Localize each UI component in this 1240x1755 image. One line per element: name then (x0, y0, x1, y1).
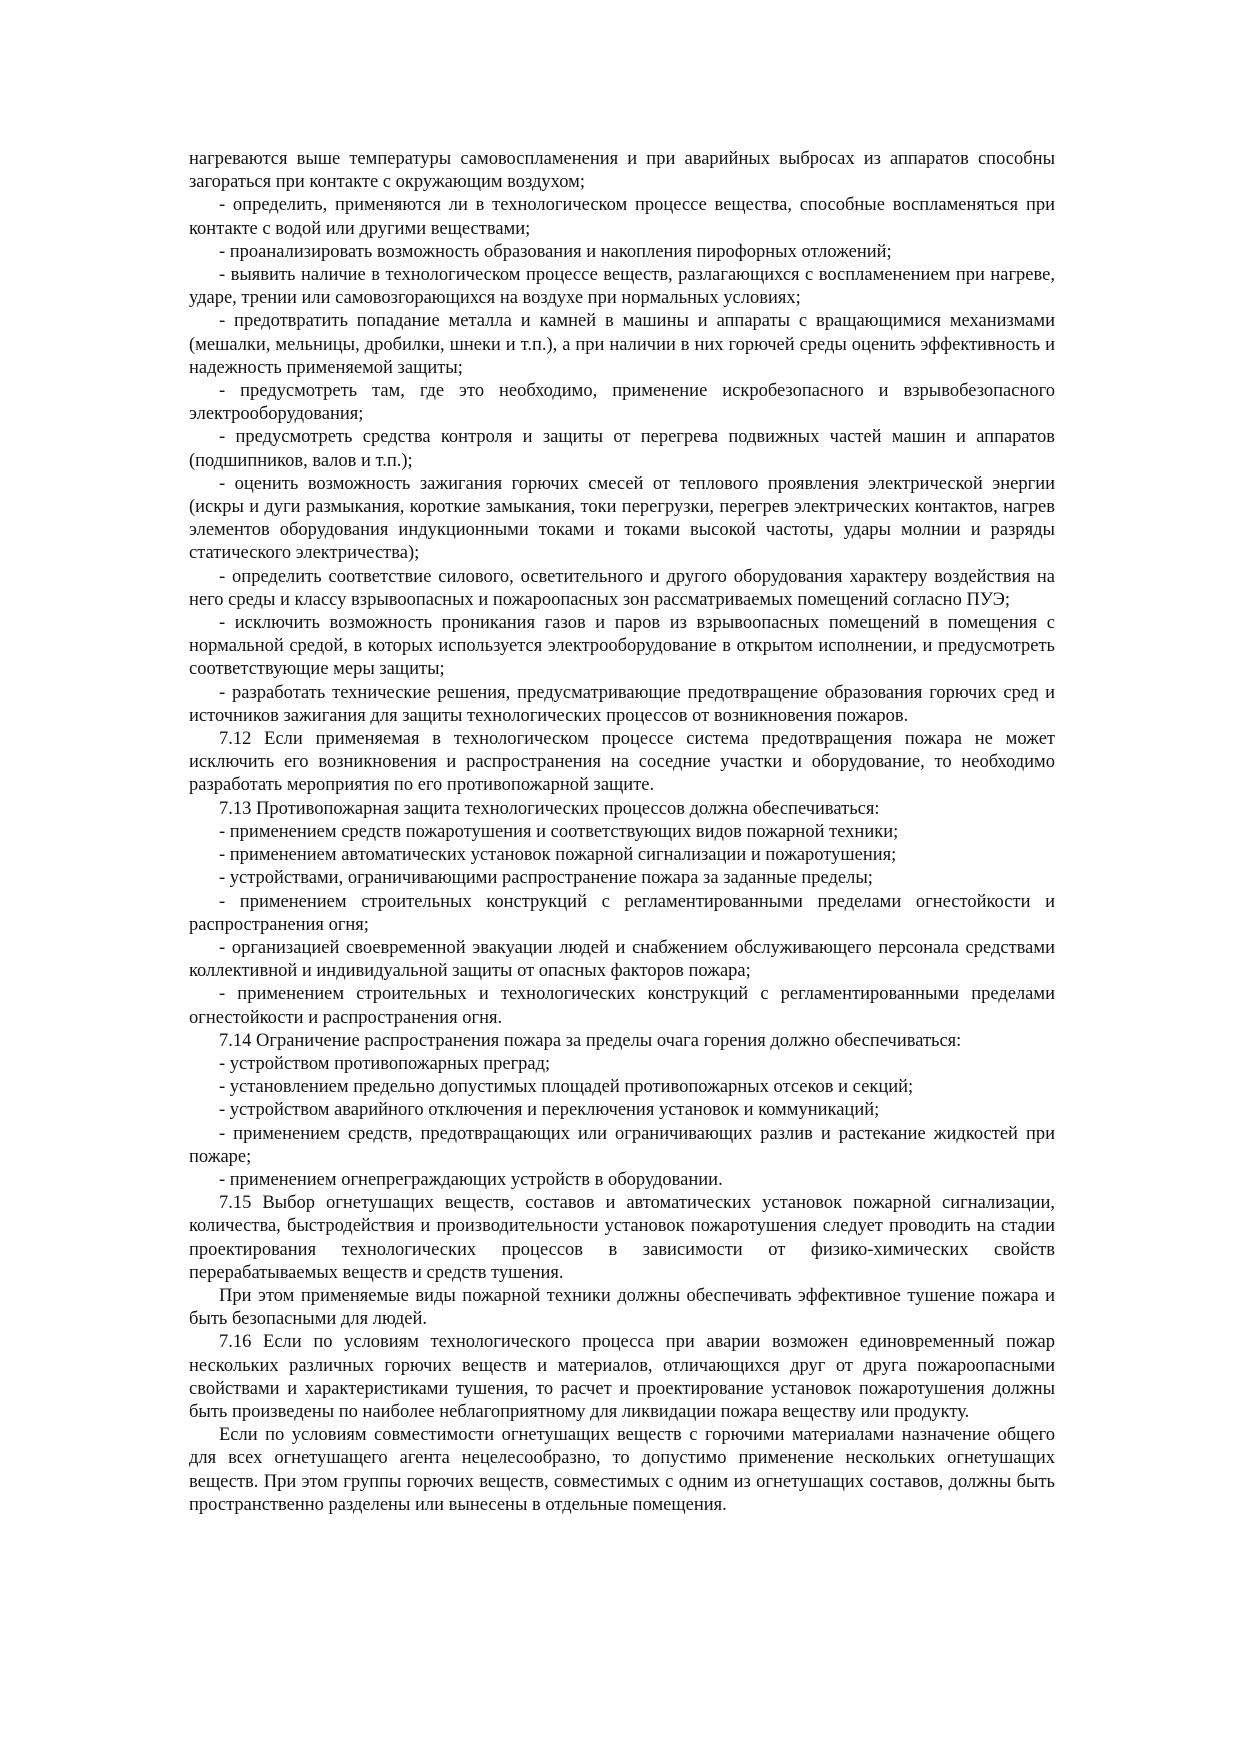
paragraph: - устройством противопожарных преград; (219, 1053, 551, 1074)
paragraph: - установлением предельно допустимых площадей противопожарных отсеков и секций; (219, 1077, 914, 1098)
paragraph: - применением строительных конструкций с регламентированными пределами огнестойкости и распространения огня; (189, 891, 1055, 935)
paragraph: Если по условиям совместимости огнетушащих веществ с горючими материалами назначение общего для всех огнетушащего агента нецелесообразно, то допустимо применение нескольких огнетушащих веществ. При этом группы горючих веществ, совместимых с одним из огнетушащих составов, должны быть пространственно разделены или вынесены в отдельные помещения. (189, 1425, 1055, 1515)
paragraph: При этом применяемые виды пожарной техники должны обеспечивать эффективное тушение пожара и быть безопасными для людей. (189, 1285, 1055, 1330)
paragraph: - применением средств пожаротушения и соответствующих видов пожарной техники; (219, 821, 899, 842)
paragraph: - применением средств, предотвращающих или ограничивающих разлив и растекание жидкостей при пожаре; (189, 1123, 1055, 1167)
paragraph: - разработать технические решения, предусматривающие предотвращение образования горючих сред и источников зажигания для защиты технологических процессов от возникновения пожаров. (189, 682, 1055, 726)
section-7-16: 7.16 Если по условиям технологического процесса при аварии возможен единовременный пожар нескольких различных горючих веществ и материалов, отличающихся друг от друга пожароопасными свойствами и характеристиками тушения, то расчет и проектирование установок пожаротушения должны быть произведены по наиболее неблагоприятному для ликвидации пожара веществу или продукту. (189, 1332, 1055, 1422)
paragraph: - применением строительных и технологических конструкций с регламентированными пределами огнестойкости и распространения огня. (189, 984, 1055, 1028)
section-7-15: 7.15 Выбор огнетушащих веществ, составов и автоматических установок пожарной сигнализации, количества, быстродействия и производительности установок пожаротушения следует проводить на стадии проектирования технологических процессов в зависимости от физико-химических свойств перерабатываемых веществ и средств тушения. (189, 1193, 1055, 1283)
paragraph: - применением автоматических установок пожарной сигнализации и пожаротушения; (219, 845, 897, 866)
paragraph: - выявить наличие в технологическом процессе веществ, разлагающихся с воспламенением при нагреве, ударе, трении или самовозгорающихся на воздухе при нормальных условиях; (189, 265, 1055, 309)
paragraph: - определить, применяются ли в технологическом процессе вещества, способные воспламеняться при контакте с водой или другими веществами; (189, 195, 1055, 239)
paragraph: - предусмотреть там, где это необходимо, применение искробезопасного и взрывобезопасного электрооборудования; (189, 381, 1055, 425)
section-7-13: 7.13 Противопожарная защита технологических процессов должна обеспечиваться: (219, 798, 880, 819)
paragraph: - исключить возможность проникания газов и паров из взрывоопасных помещений в помещения с нормальной средой, в которых используется электрооборудование в открытом исполнении, и предусмотреть соответствующие меры защиты; (189, 613, 1055, 680)
paragraph: - проанализировать возможность образования и накопления пирофорных отложений; (219, 241, 892, 262)
paragraph: - оценить возможность зажигания горючих смесей от теплового проявления электрической энергии (искры и дуги размыкания, короткие замыкания, токи перегрузки, перегрев электрических контактов, нагрев элементов оборудования индукционными токами и токами высокой частоты, удары молнии и разряды статического электричества); (189, 473, 1055, 564)
paragraph: - применением огнепреграждающих устройств в оборудовании. (219, 1169, 723, 1190)
paragraph-continuation: нагреваются выше температуры самовоспламенения и при аварийных выбросах из аппаратов способны загораться при контакте с окружающим воздухом; (189, 149, 1055, 193)
paragraph: - определить соответствие силового, осветительного и другого оборудования характеру воздействия на него среды и классу взрывоопасных и пожароопасных зон рассматриваемых помещений согласно ПУЭ; (189, 566, 1055, 610)
paragraph: - устройствами, ограничивающими распространение пожара за заданные пределы; (219, 868, 873, 889)
paragraph: - предусмотреть средства контроля и защиты от перегрева подвижных частей машин и аппаратов (подшипников, валов и т.п.); (189, 427, 1055, 471)
section-7-14: 7.14 Ограничение распространения пожара за пределы очага горения должно обеспечиваться: (219, 1030, 962, 1051)
section-7-12: 7.12 Если применяемая в технологическом процессе система предотвращения пожара не может исключить его возникновения и распространения на соседние участки и оборудование, то необходимо разработать мероприятия по его противопожарной защите. (189, 729, 1055, 796)
document-page (189, 148, 1055, 1517)
paragraph: - организацией своевременной эвакуации людей и снабжением обслуживающего персонала средствами коллективной и индивидуальной защиты от опасных факторов пожара; (189, 937, 1055, 982)
paragraph: - устройством аварийного отключения и переключения установок и коммуникаций; (219, 1100, 880, 1121)
paragraph: - предотвратить попадание металла и камней в машины и аппараты с вращающимися механизмами (мешалки, мельницы, дробилки, шнеки и т.п.), а при наличии в них горючей среды оценить эффективность и надежность применяемой защиты; (189, 311, 1055, 378)
